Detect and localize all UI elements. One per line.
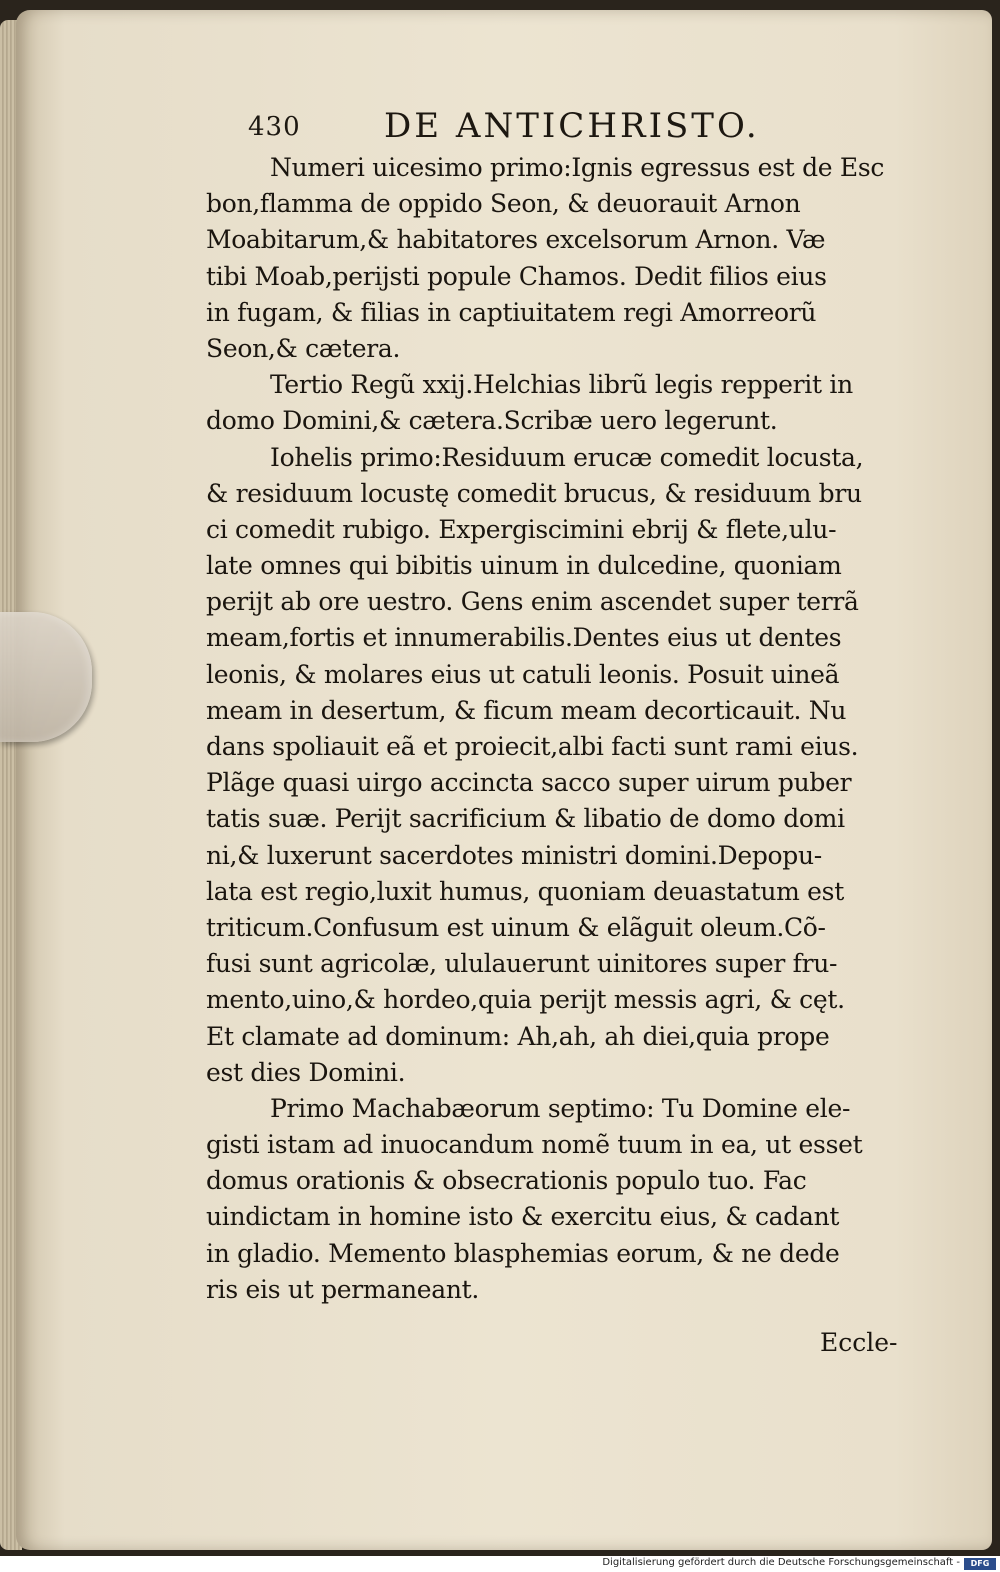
text-line: est dies Domini. (206, 1057, 406, 1087)
text-line: tatis suæ. Perijt sacrificium & libatio de domo domi (206, 804, 845, 834)
text-line: in gladio. Memento blasphemias eorum, & ne dede (206, 1238, 840, 1268)
text-line: ci comedit rubigo. Expergiscimini ebrij & flete,ulu- (206, 514, 837, 544)
text-line: ni,& luxerunt sacerdotes ministri domini.Depopu- (206, 840, 822, 870)
catchword: Eccle- (820, 1328, 898, 1357)
text-line: fusi sunt agricolæ, ululauerunt uinitores super fru- (206, 949, 838, 979)
text-line: in fugam, & filias in captiuitatem regi Amorreorũ (206, 297, 817, 327)
running-head (248, 106, 808, 150)
text-line: triticum.Confusum est uinum & elãguit oleum.Cõ- (206, 912, 826, 942)
running-title: DE ANTICHRISTO. (384, 106, 760, 146)
text-line: gisti istam ad inuocandum nomẽ tuum in ea, ut esset (206, 1130, 863, 1160)
text-line: lata est regio,luxit humus, quoniam deuastatum est (206, 876, 844, 906)
text-line: meam in desertum, & ficum meam decorticauit. Nu (206, 695, 847, 725)
dfg-logo-icon: DFG (964, 1558, 996, 1570)
text-line: domus orationis & obsecrationis populo tuo. Fac (206, 1166, 807, 1196)
text-line: Moabitarum,& habitatores excelsorum Arnon. Væ (206, 225, 826, 255)
text-line: meam,fortis et innumerabilis.Dentes eius ut dentes (206, 623, 842, 653)
text-line: domo Domini,& cætera.Scribæ uero legerunt. (206, 406, 778, 436)
text-line: Tertio Regũ xxij.Helchias librũ legis repperit in (270, 370, 853, 400)
page-number: 430 (248, 112, 301, 142)
text-line: Et clamate ad dominum: Ah,ah, ah diei,quia prope (206, 1021, 830, 1051)
funding-credit: Digitalisierung gefördert durch die Deutsche Forschungsgemeinschaft - (602, 1557, 960, 1568)
text-line: ris eis ut permaneant. (206, 1274, 480, 1304)
text-line: leonis, & molares eius ut catuli leonis. Posuit uineã (206, 659, 840, 689)
footer-bar (0, 1556, 1000, 1572)
text-line: Plãge quasi uirgo accincta sacco super uirum puber (206, 768, 852, 798)
text-line: late omnes qui bibitis uinum in dulcedine, quoniam (206, 551, 842, 581)
text-line: Seon,& cætera. (206, 333, 401, 363)
text-line: Numeri uicesimo primo:Ignis egressus est de Esc (270, 153, 885, 182)
text-line: bon,flamma de oppido Seon, & deuorauit Arnon (206, 189, 801, 219)
text-line: dans spoliauit eã et proiecit,albi facti sunt rami eius. (206, 732, 859, 761)
book-page (16, 10, 992, 1550)
text-line: Primo Machabæorum septimo: Tu Domine ele- (270, 1093, 851, 1123)
text-line: uindictam in homine isto & exercitu eius, & cadant (206, 1202, 840, 1232)
text-line: & residuum locustę comedit brucus, & residuum bru (206, 478, 862, 508)
text-line: Iohelis primo:Residuum erucæ comedit locusta, (270, 442, 864, 472)
text-line: tibi Moab,perijsti popule Chamos. Dedit filios eius (206, 261, 827, 291)
text-line: mento,uino,& hordeo,quia perijt messis agri, & cęt. (206, 985, 845, 1015)
text-line: perijt ab ore uestro. Gens enim ascendet super terrã (206, 587, 859, 617)
text-block (206, 150, 936, 1308)
